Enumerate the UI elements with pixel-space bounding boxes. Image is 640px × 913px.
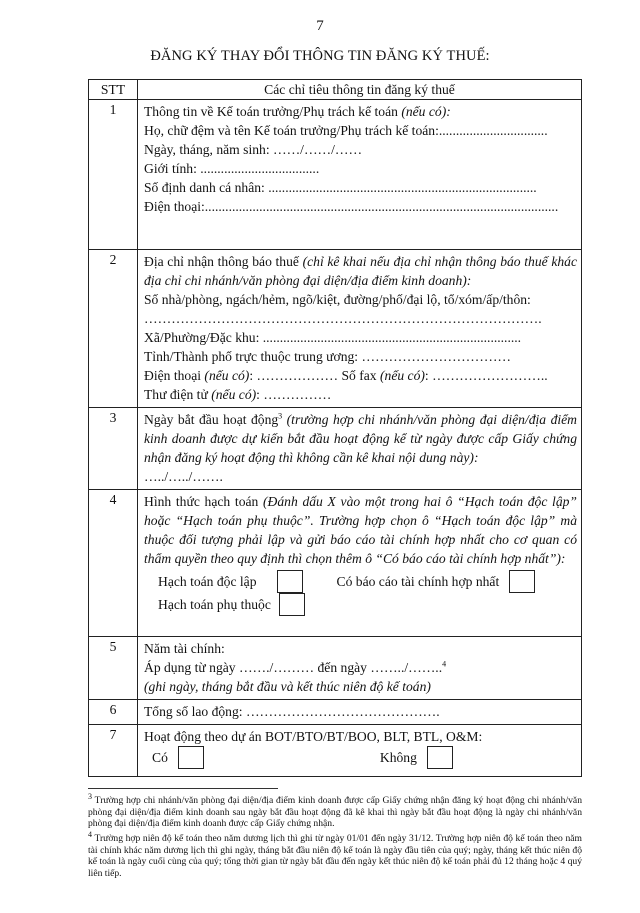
notice-address-heading: Địa chỉ nhận thông báo thuế (chỉ kê khai nếu địa chỉ nhận thông báo thuế khác địa chỉ chi nhánh/văn phòng đại diện/địa điểm kinh doanh): xyxy=(144,254,577,288)
footnote-3: $^3$ Trường hợp chi nhánh/văn phòng đại diện/địa điểm kinh doanh được cấp Giấy chứng nhận đăng ký hoạt động chi nhánh/văn phòng đại diện/địa điểm kinh doanh sau ngày bắt đầu hoạt động đã kê khai thì ngày bắt đầu hoạt động là ngày chi nhánh/văn phòng đại diện/địa điểm kinh doanh được cấp Giấy chứng nhận. xyxy=(88,791,582,830)
header-stt: STT xyxy=(89,80,138,100)
fiscal-year-label: Năm tài chính: xyxy=(144,641,225,656)
accountant-id-field[interactable]: Số định danh cá nhân: ............................................................................... xyxy=(144,180,537,195)
bot-yes-label: Có xyxy=(152,750,168,765)
table-row xyxy=(89,408,582,490)
row-number: 1 xyxy=(89,100,138,250)
row-content xyxy=(138,490,582,637)
bot-yes-checkbox[interactable] xyxy=(178,746,204,769)
accountant-name-field[interactable]: Họ, chữ đệm và tên Kế toán trưởng/Phụ trách kế toán:................................ xyxy=(144,123,548,138)
row-number: 4 xyxy=(89,490,138,637)
table-row xyxy=(89,637,582,700)
accountant-phone-field[interactable]: Điện thoại:........................................................................................................ xyxy=(144,199,559,214)
consolidated-report-checkbox[interactable] xyxy=(509,570,535,593)
header-criteria: Các chỉ tiêu thông tin đăng ký thuế xyxy=(138,80,582,100)
consolidated-report-label: Có báo cáo tài chính hợp nhất xyxy=(336,574,500,589)
independent-accounting-checkbox[interactable] xyxy=(277,570,303,593)
start-date-label: Ngày bắt đầu hoạt động$^3$ (trường hợp chi nhánh/văn phòng đại diện/địa điểm kinh doanh được dự kiến bắt đầu hoạt động kể từ ngày được cấp Giấy chứng nhận đăng ký hoạt động thì không cần kê khai nội dung này): xyxy=(144,411,577,465)
tax-registration-change-table xyxy=(88,79,582,777)
table-header-row xyxy=(89,80,582,100)
fiscal-year-range-field[interactable]: Áp dụng từ ngày ……./……… đến ngày ……../……..$^4$ xyxy=(144,659,447,675)
bot-project-options xyxy=(144,746,577,769)
accountant-gender-field[interactable]: Giới tính: ................................... xyxy=(144,161,320,176)
accountant-dob-field[interactable]: Ngày, tháng, năm sinh: ……/……/…… xyxy=(144,142,363,157)
accounting-options-row-1 xyxy=(144,570,577,593)
row-content xyxy=(138,725,582,777)
dependent-accounting-checkbox[interactable] xyxy=(279,593,305,616)
row-content xyxy=(138,100,582,250)
bot-no-checkbox[interactable] xyxy=(427,746,453,769)
row-content xyxy=(138,637,582,700)
table-row xyxy=(89,725,582,777)
street-field[interactable]: Số nhà/phòng, ngách/hẻm, ngõ/kiệt, đường/phố/đại lộ, tổ/xóm/ấp/thôn: xyxy=(144,292,531,307)
accountant-heading: Thông tin về Kế toán trưởng/Phụ trách kế toán (nếu có): xyxy=(144,104,451,119)
footnote-4: $^4$ Trường hợp niên độ kế toán theo năm dương lịch thì ghi từ ngày 01/01 đến ngày 31/12. Trường hợp niên độ kế toán theo năm tài chính khác năm dương lịch thì ghi ngày, tháng bắt đầu niên độ kế toán là ngày đầu tiên của quý; ngày, tháng kết thúc niên độ kế toán là ngày cuối cùng của quý; tổng thời gian từ ngày bắt đầu đến ngày kết thúc niên độ kế toán phải đủ 12 tháng hoặc 4 quý liên tiếp. xyxy=(88,829,582,879)
start-date-field[interactable]: …../…../……. xyxy=(144,469,223,484)
table-row xyxy=(89,100,582,250)
phone-fax-field[interactable]: Điện thoại (nếu có): ……………… Số fax (nếu có): …………………….. xyxy=(144,368,548,383)
row-content xyxy=(138,408,582,490)
ward-field[interactable]: Xã/Phường/Đặc khu: ............................................................................ xyxy=(144,330,522,345)
bot-no-label: Không xyxy=(379,750,417,765)
table-row xyxy=(89,490,582,637)
accounting-options-row-2 xyxy=(144,593,577,616)
bot-project-label: Hoạt động theo dự án BOT/BTO/BT/BOO, BLT, BTL, O&M: xyxy=(144,729,483,744)
total-employees-field[interactable]: Tổng số lao động: ……………………………………. xyxy=(144,704,440,719)
page-number: 7 xyxy=(316,18,324,34)
street-dots: ……………………………………………………………………………. xyxy=(144,311,542,326)
table-row xyxy=(89,250,582,408)
accounting-method-label: Hình thức hạch toán (Đánh dấu X vào một trong hai ô “Hạch toán độc lập” hoặc “Hạch toán phụ thuộc”. Trường hợp chọn ô “Hạch toán độc lập” mà thuộc đối tượng phải lập và gửi báo cáo tài chính hợp nhất cho cơ quan có thẩm quyền theo quy định thì chọn thêm ô “Có báo cáo tài chính hợp nhất”): xyxy=(144,494,577,566)
province-field[interactable]: Tỉnh/Thành phố trực thuộc trung ương: …………………………… xyxy=(144,349,512,364)
dependent-accounting-label: Hạch toán phụ thuộc xyxy=(158,597,271,612)
row-number: 6 xyxy=(89,700,138,725)
table-row xyxy=(89,700,582,725)
row-number: 7 xyxy=(89,725,138,777)
row-content xyxy=(138,700,582,725)
section-title: ĐĂNG KÝ THAY ĐỔI THÔNG TIN ĐĂNG KÝ THUẾ: xyxy=(150,48,490,64)
fiscal-year-note: (ghi ngày, tháng bắt đầu và kết thúc niên độ kế toán) xyxy=(144,679,431,694)
footnote-separator xyxy=(88,788,278,789)
row-number: 3 xyxy=(89,408,138,490)
row-number: 2 xyxy=(89,250,138,408)
row-content xyxy=(138,250,582,408)
row-number: 5 xyxy=(89,637,138,700)
email-field[interactable]: Thư điện tử (nếu có): …………… xyxy=(144,387,332,402)
independent-accounting-label: Hạch toán độc lập xyxy=(158,574,257,589)
